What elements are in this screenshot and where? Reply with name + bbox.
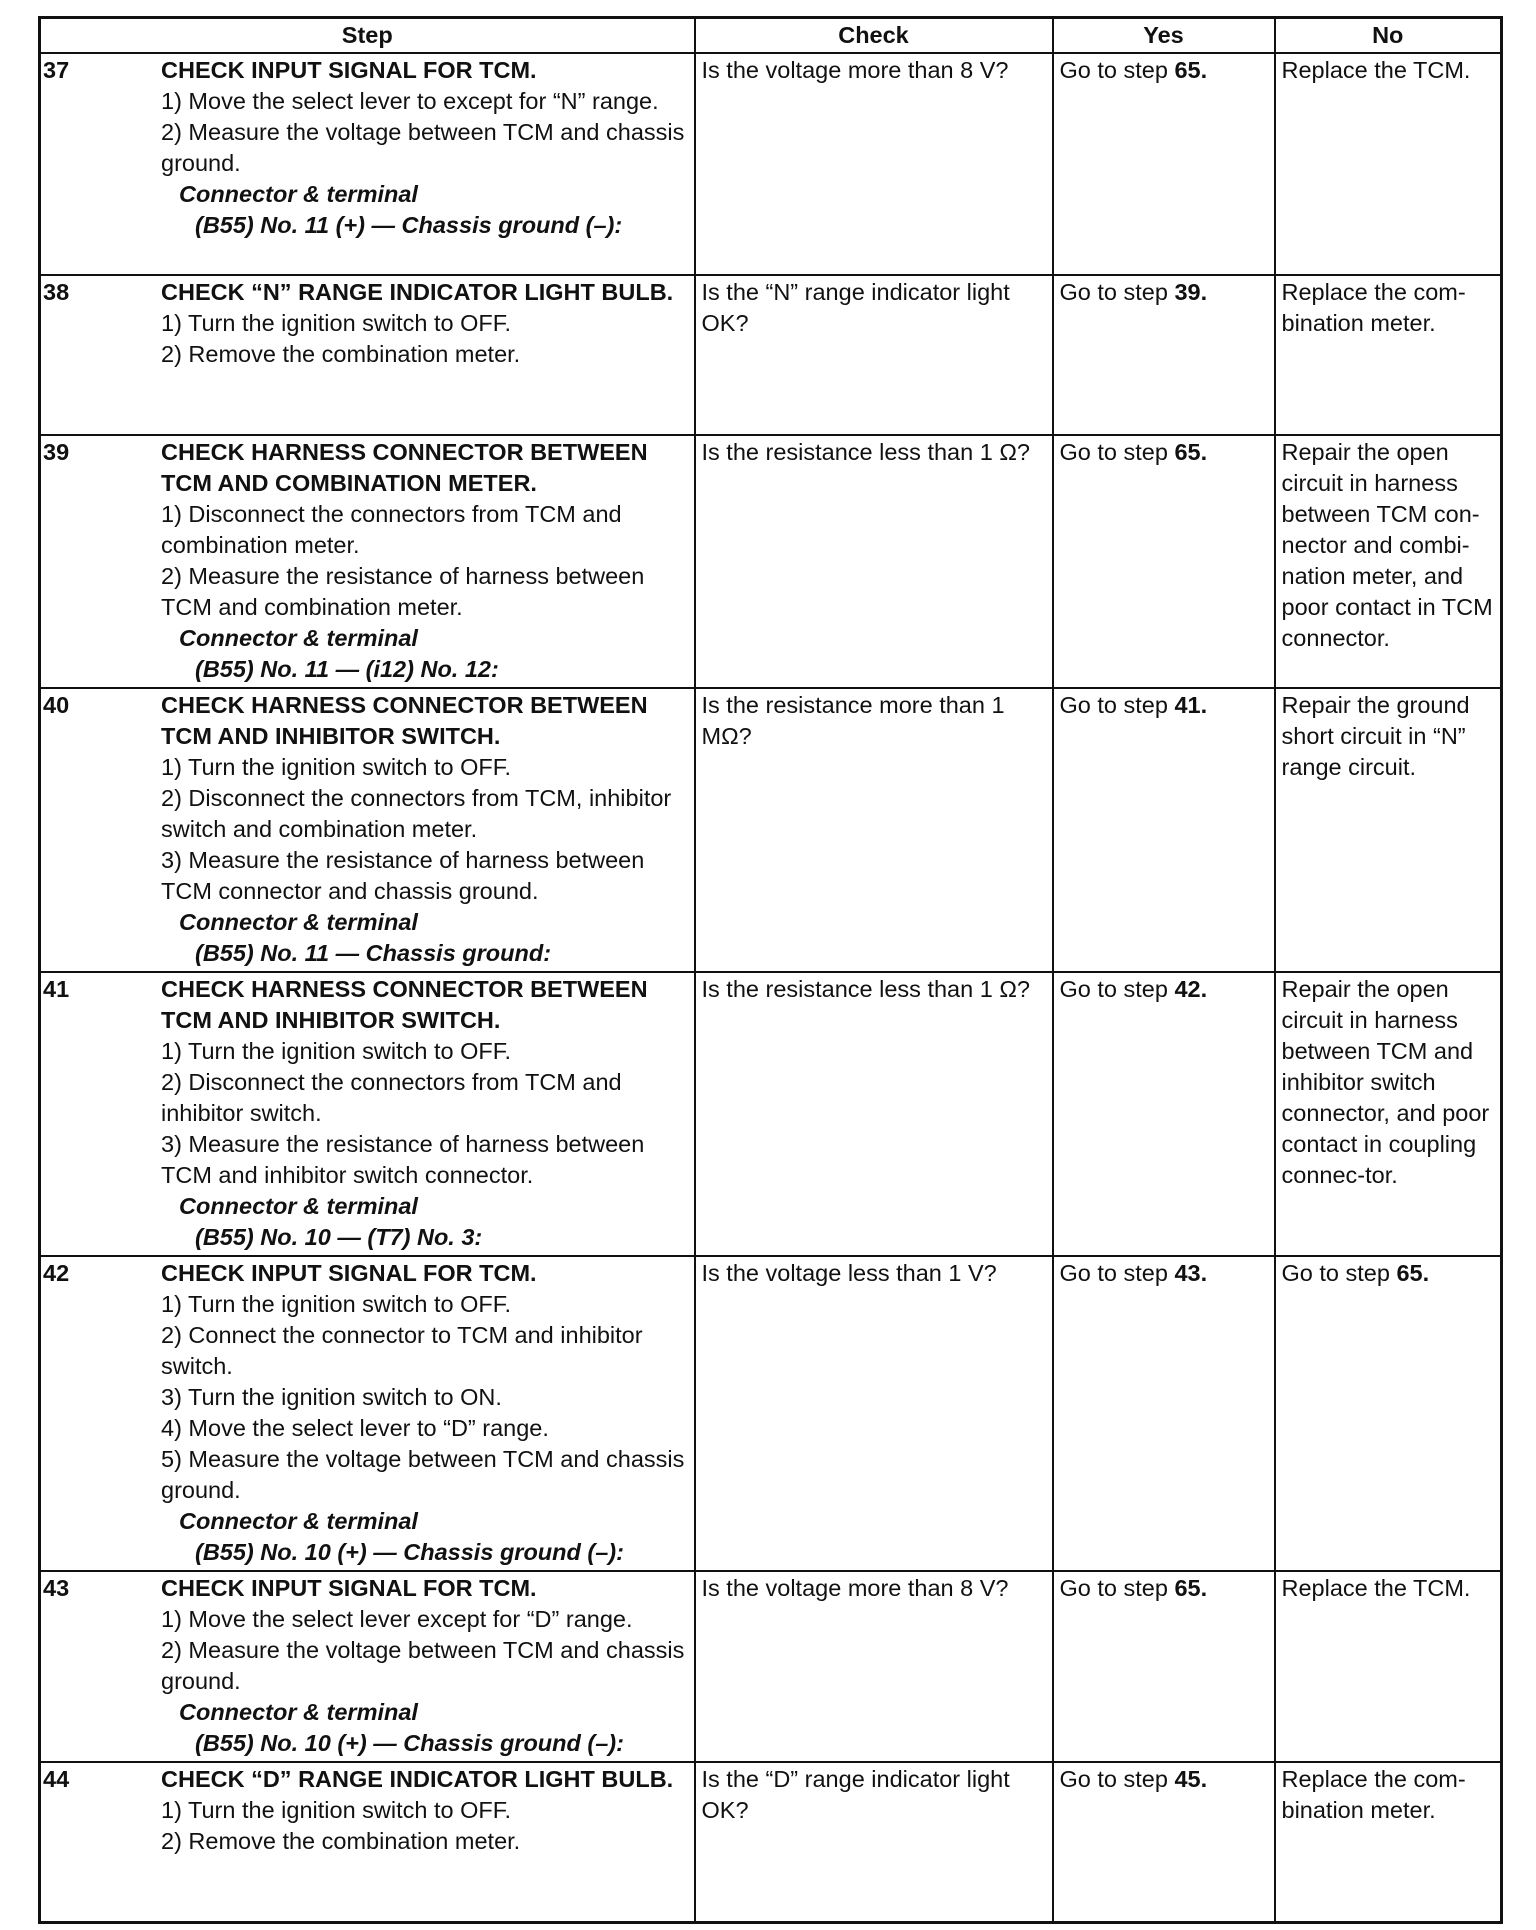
step-title: CHECK HARNESS CONNECTOR BETWEEN TCM AND COMBINATION METER. <box>161 439 648 496</box>
header-no: No <box>1275 18 1502 54</box>
step-cell <box>40 972 695 1256</box>
header-step: Step <box>40 18 695 54</box>
step-number: 37 <box>43 57 70 83</box>
connector-label: Connector & terminal <box>179 909 418 935</box>
connector-value: (B55) No. 11 — Chassis ground: <box>195 940 552 966</box>
table-row <box>40 972 1502 1256</box>
step-cell <box>40 1256 695 1571</box>
connector-label: Connector & terminal <box>179 1193 418 1219</box>
connector-value: (B55) No. 11 (+) — Chassis ground (–): <box>195 212 623 238</box>
step-instruction: 1) Turn the ignition switch to OFF. <box>161 1038 512 1064</box>
yes-step-link[interactable]: 65. <box>1174 439 1208 465</box>
step-instruction: 1) Move the select lever except for “D” range. <box>161 1606 633 1632</box>
step-instruction: 2) Measure the voltage between TCM and chassis ground. <box>161 119 685 176</box>
table-row <box>40 1256 1502 1571</box>
step-instruction: 3) Measure the resistance of harness between TCM and inhibitor switch connector. <box>161 1131 645 1188</box>
connector-label: Connector & terminal <box>179 181 418 207</box>
check-cell: Is the voltage more than 8 V? <box>695 1571 1053 1762</box>
yes-cell <box>1053 1256 1275 1571</box>
yes-prefix: Go to step <box>1059 1766 1175 1792</box>
no-cell <box>1275 1256 1502 1571</box>
no-cell: Repair the open circuit in harness between TCM and inhibitor switch connector, and poor contact in coupling connec-tor. <box>1275 972 1502 1256</box>
check-cell: Is the resistance less than 1 Ω? <box>695 972 1053 1256</box>
table-row <box>40 1762 1502 1922</box>
no-prefix: Go to step <box>1281 1260 1397 1286</box>
connector-label: Connector & terminal <box>179 625 418 651</box>
yes-cell <box>1053 688 1275 972</box>
step-instruction: 2) Disconnect the connectors from TCM and inhibitor switch. <box>161 1069 622 1126</box>
step-number: 43 <box>43 1575 70 1601</box>
yes-prefix: Go to step <box>1059 1260 1175 1286</box>
no-cell: Replace the TCM. <box>1275 1571 1502 1762</box>
step-number: 40 <box>43 692 70 718</box>
table-row <box>40 1571 1502 1762</box>
yes-step-link[interactable]: 65. <box>1174 57 1208 83</box>
yes-cell <box>1053 1571 1275 1762</box>
step-number: 39 <box>43 439 70 465</box>
step-title: CHECK INPUT SIGNAL FOR TCM. <box>161 1575 537 1601</box>
step-number: 38 <box>43 279 70 305</box>
step-instruction: 2) Disconnect the connectors from TCM, inhibitor switch and combination meter. <box>161 785 672 842</box>
yes-prefix: Go to step <box>1059 692 1175 718</box>
step-instruction: 1) Disconnect the connectors from TCM and combination meter. <box>161 501 622 558</box>
step-instruction: 1) Turn the ignition switch to OFF. <box>161 1797 512 1823</box>
yes-prefix: Go to step <box>1059 279 1175 305</box>
no-cell: Replace the TCM. <box>1275 53 1502 275</box>
step-instruction: 2) Measure the resistance of harness between TCM and combination meter. <box>161 563 645 620</box>
step-instruction: 1) Turn the ignition switch to OFF. <box>161 310 512 336</box>
table-row <box>40 435 1502 688</box>
no-cell: Repair the open circuit in harness between TCM con-nector and combi-nation meter, and poor contact in TCM connector. <box>1275 435 1502 688</box>
step-instruction: 2) Remove the combination meter. <box>161 1828 521 1854</box>
table-header-row <box>40 18 1502 54</box>
step-cell <box>40 53 695 275</box>
check-cell: Is the “D” range indicator light OK? <box>695 1762 1053 1922</box>
connector-value: (B55) No. 10 — (T7) No. 3: <box>195 1224 483 1250</box>
step-title: CHECK HARNESS CONNECTOR BETWEEN TCM AND INHIBITOR SWITCH. <box>161 692 648 749</box>
yes-prefix: Go to step <box>1059 57 1175 83</box>
step-number: 41 <box>43 976 70 1002</box>
yes-prefix: Go to step <box>1059 976 1175 1002</box>
connector-value: (B55) No. 10 (+) — Chassis ground (–): <box>195 1730 624 1756</box>
step-title: CHECK INPUT SIGNAL FOR TCM. <box>161 57 537 83</box>
no-cell: Replace the com-bination meter. <box>1275 1762 1502 1922</box>
no-cell: Repair the ground short circuit in “N” range circuit. <box>1275 688 1502 972</box>
step-cell <box>40 1571 695 1762</box>
step-cell <box>40 275 695 435</box>
step-instruction: 1) Turn the ignition switch to OFF. <box>161 1291 512 1317</box>
step-title: CHECK HARNESS CONNECTOR BETWEEN TCM AND INHIBITOR SWITCH. <box>161 976 648 1033</box>
no-cell: Replace the com-bination meter. <box>1275 275 1502 435</box>
connector-label: Connector & terminal <box>179 1699 418 1725</box>
step-number: 44 <box>43 1766 70 1792</box>
step-cell <box>40 435 695 688</box>
yes-cell <box>1053 972 1275 1256</box>
step-instruction: 1) Move the select lever to except for “N” range. <box>161 88 659 114</box>
step-title: CHECK “N” RANGE INDICATOR LIGHT BULB. <box>161 279 674 305</box>
step-title: CHECK “D” RANGE INDICATOR LIGHT BULB. <box>161 1766 674 1792</box>
connector-label: Connector & terminal <box>179 1508 418 1534</box>
yes-step-link[interactable]: 65. <box>1174 1575 1208 1601</box>
step-title: CHECK INPUT SIGNAL FOR TCM. <box>161 1260 537 1286</box>
connector-value: (B55) No. 11 — (i12) No. 12: <box>195 656 499 682</box>
yes-cell <box>1053 435 1275 688</box>
step-instruction: 4) Move the select lever to “D” range. <box>161 1415 549 1441</box>
yes-cell <box>1053 1762 1275 1922</box>
check-cell: Is the “N” range indicator light OK? <box>695 275 1053 435</box>
yes-step-link[interactable]: 43. <box>1174 1260 1208 1286</box>
step-instruction: 1) Turn the ignition switch to OFF. <box>161 754 512 780</box>
table-row <box>40 688 1502 972</box>
step-instruction: 5) Measure the voltage between TCM and chassis ground. <box>161 1446 685 1503</box>
table-row <box>40 275 1502 435</box>
step-cell <box>40 1762 695 1922</box>
yes-prefix: Go to step <box>1059 1575 1175 1601</box>
header-yes: Yes <box>1053 18 1275 54</box>
step-instruction: 2) Measure the voltage between TCM and chassis ground. <box>161 1637 685 1694</box>
header-check: Check <box>695 18 1053 54</box>
yes-cell <box>1053 275 1275 435</box>
table-row <box>40 53 1502 275</box>
check-cell: Is the resistance less than 1 Ω? <box>695 435 1053 688</box>
step-instruction: 2) Remove the combination meter. <box>161 341 521 367</box>
diagnostic-table <box>38 16 1503 1924</box>
yes-step-link[interactable]: 41. <box>1174 692 1208 718</box>
yes-step-link[interactable]: 45. <box>1174 1766 1208 1792</box>
connector-value: (B55) No. 10 (+) — Chassis ground (–): <box>195 1539 624 1565</box>
check-cell: Is the voltage less than 1 V? <box>695 1256 1053 1571</box>
yes-cell <box>1053 53 1275 275</box>
no-step-link[interactable]: 65. <box>1396 1260 1430 1286</box>
yes-step-link[interactable]: 42. <box>1174 976 1208 1002</box>
step-instruction: 3) Turn the ignition switch to ON. <box>161 1384 502 1410</box>
check-cell: Is the resistance more than 1 MΩ? <box>695 688 1053 972</box>
step-instruction: 2) Connect the connector to TCM and inhibitor switch. <box>161 1322 643 1379</box>
yes-prefix: Go to step <box>1059 439 1175 465</box>
check-cell: Is the voltage more than 8 V? <box>695 53 1053 275</box>
step-instruction: 3) Measure the resistance of harness between TCM connector and chassis ground. <box>161 847 645 904</box>
yes-step-link[interactable]: 39. <box>1174 279 1208 305</box>
step-number: 42 <box>43 1260 70 1286</box>
step-cell <box>40 688 695 972</box>
